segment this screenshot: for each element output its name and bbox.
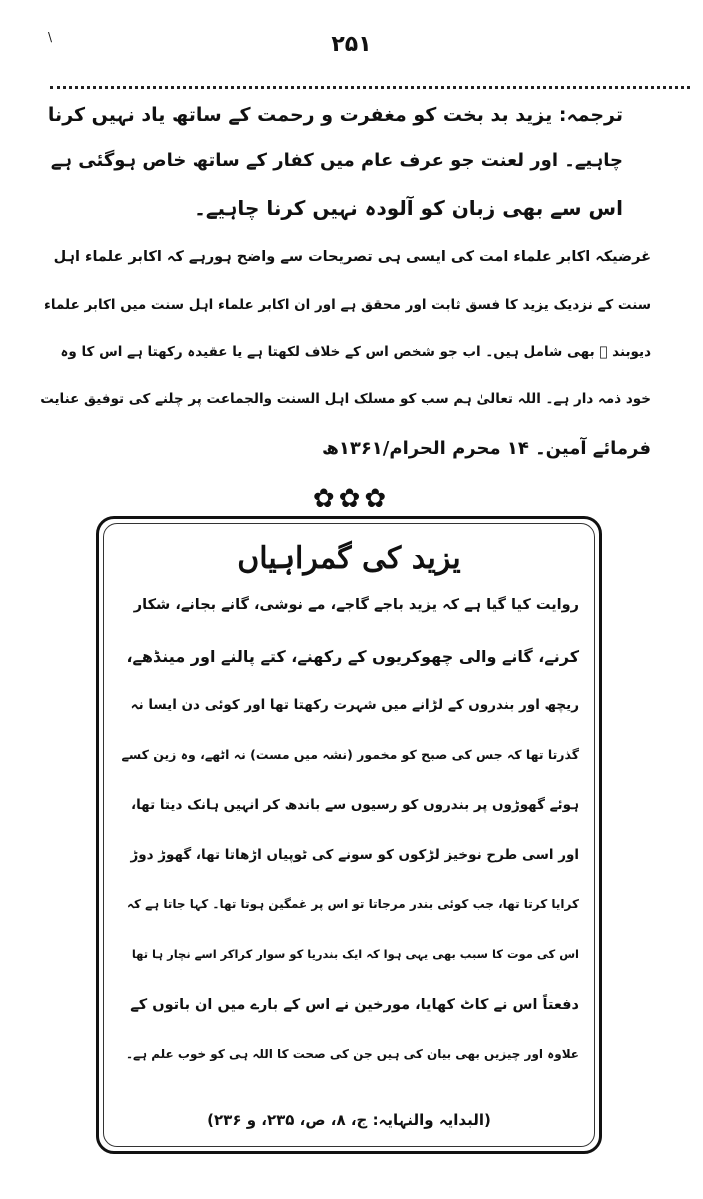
box-title: یزید کی گمراہیاں [237,541,461,576]
box-line: روایت کیا گیا ہے کہ یزید باجے گاجے، مے نوشی، گانے بجانے، شکار [133,597,579,613]
ornament-flowers: ✿✿✿ [312,484,391,514]
paragraph-line: خود ذمہ دار ہے۔ اللہ تعالیٰ ہم سب کو مسلک اہل السنت والجماعت پر چلنے کی توفیق عنایت [40,391,651,407]
box-line: گذرتا تھا کہ جس کی صبح کو مخمور (نشہ میں مست) نہ اٹھے، وہ زین کسے [121,747,579,762]
header-rule [50,86,690,89]
paragraph-line: اس سے بھی زبان کو آلودہ نہیں کرنا چاہیے۔ [194,196,623,220]
reference: (البدایہ والنہایہ: ج، ۸، ص، ۲۳۵، و ۲۳۶) [207,1111,491,1129]
box-line: ہوئے گھوڑوں پر بندروں کو رسیوں سے باندھ کر انہیں ہانک دیتا تھا، [130,797,579,813]
quote-box [96,516,602,1154]
paragraph-line: فرمائے آمین۔ ۱۴ محرم الحرام/۱۳۶۱ھ [321,438,651,459]
page-number: ۲۵۱ [331,32,372,57]
paragraph-line: چاہیے۔ اور لعنت جو عرف عام میں کفار کے ساتھ خاص ہوگئی ہے [50,150,623,171]
margin-mark: \ [48,30,53,44]
box-line: اس کی موت کا سبب بھی یہی ہوا کہ ایک بندریا کو سوار کراکر اسے نچار ہا تھا [131,947,579,961]
box-line: دفعتاً اس نے کاٹ کھایا، مورخین نے اس کے بارے میں ان باتوں کے [130,997,579,1013]
box-line: اور اسی طرح نوخیز لڑکوں کو سونے کی ٹوپیاں اڑھاتا تھا، گھوڑ دوڑ [130,847,579,863]
box-line: ریچھ اور بندروں کے لڑانے میں شہرت رکھتا تھا اور کوئی دن ایسا نہ [130,697,579,713]
box-line: کرنے، گانے والی چھوکریوں کے رکھنے، کتے پالنے اور مینڈھے، [126,647,579,666]
box-line: کرایا کرتا تھا، جب کوئی بندر مرجاتا تو اس پر غمگین ہوتا تھا۔ کہا جاتا ہے کہ [126,897,579,911]
box-line: علاوہ اور چیزیں بھی بیان کی ہیں جن کی صحت کا اللہ ہی کو خوب علم ہے۔ [125,1047,579,1061]
paragraph-line: دیوبند ﷭ بھی شامل ہیں۔ اب جو شخص اس کے خلاف لکھتا ہے یا عقیدہ رکھتا ہے اس کا وہ [60,344,651,360]
paragraph-line: سنت کے نزدیک یزید کا فسق ثابت اور محقق ہے اور ان اکابر علماء اہل سنت میں اکابر علماء [44,297,651,313]
paragraph-line: ترجمہ: یزید بد بخت کو مغفرت و رحمت کے ساتھ یاد نہیں کرنا [47,104,623,126]
paragraph-line: غرضیکہ اکابر علماء امت کی ایسی ہی تصریحات سے واضح ہورہے کہ اکابر علماء اہل [53,249,651,265]
